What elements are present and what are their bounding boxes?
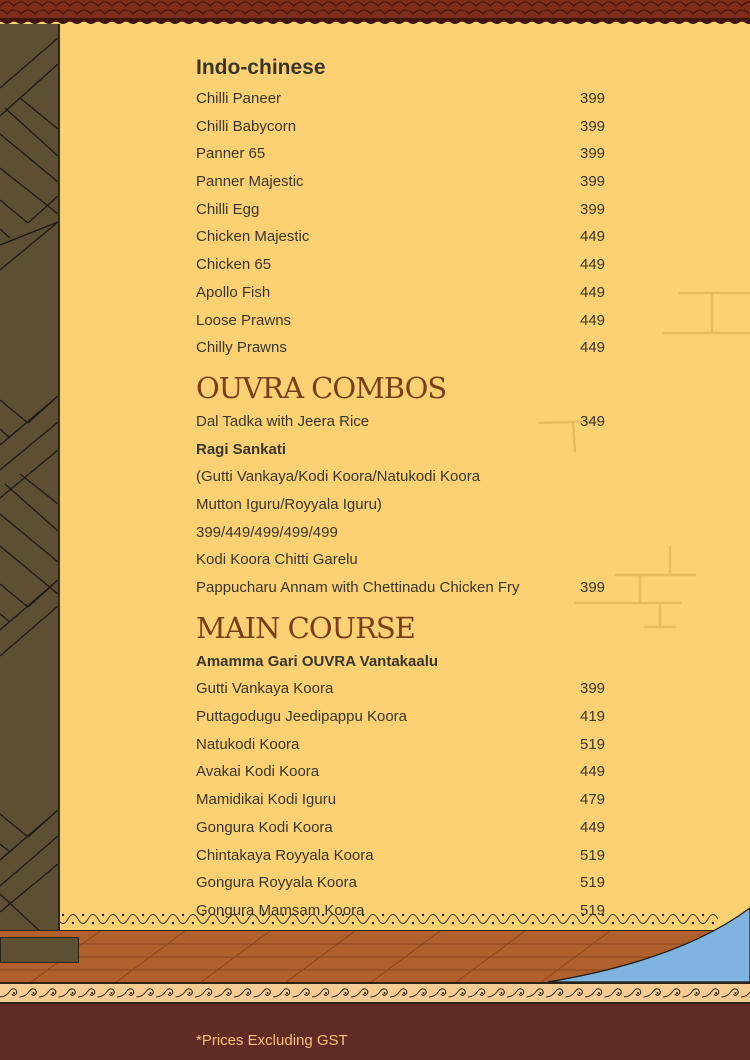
menu-item	[196, 842, 616, 870]
item-name: Panner Majestic	[196, 173, 304, 191]
item-price: 479	[580, 791, 606, 809]
item-name: Gongura Royyala Koora	[196, 874, 357, 892]
menu-item	[196, 519, 616, 547]
roof-tiles	[0, 0, 750, 28]
item-price: 399	[580, 680, 606, 698]
menu-item	[196, 758, 616, 786]
item-price: 449	[580, 256, 606, 274]
item-name: Gongura Mamsam Koora	[196, 901, 365, 919]
menu-content	[196, 54, 616, 925]
item-name: Chilly Prawns	[196, 339, 287, 357]
item-price: 519	[580, 735, 606, 753]
pillar-pattern	[0, 24, 58, 939]
menu-item	[196, 814, 616, 842]
menu-item	[196, 196, 616, 224]
item-name: Gutti Vankaya Koora	[196, 680, 334, 698]
menu-item	[196, 251, 616, 279]
item-price: 399	[580, 173, 606, 191]
menu-item	[196, 223, 616, 251]
menu-item	[196, 703, 616, 731]
menu-item	[196, 648, 616, 676]
menu-item	[196, 546, 616, 574]
menu-item	[196, 491, 616, 519]
item-name: Chilli Egg	[196, 200, 260, 218]
item-name: Panner 65	[196, 145, 266, 163]
footer	[0, 1004, 750, 1060]
item-name: Chilli Babycorn	[196, 117, 297, 135]
menu-item	[196, 140, 616, 168]
menu-item	[196, 786, 616, 814]
item-name: 399/449/499/499/499	[196, 523, 338, 541]
item-price: 399	[580, 579, 606, 596]
item-name: Pappucharu Annam with Chettinadu Chicken Fry	[196, 579, 520, 596]
item-name: Chicken Majestic	[196, 228, 310, 246]
item-name: Mamidikai Kodi Iguru	[196, 791, 337, 809]
menu-item	[196, 675, 616, 703]
item-price	[580, 491, 616, 519]
item-name: Chilli Paneer	[196, 90, 282, 107]
item-price: 399	[580, 145, 606, 163]
menu-item	[196, 307, 616, 335]
item-name: Mutton Iguru/Royyala Iguru)	[196, 495, 382, 513]
item-price: 449	[580, 763, 606, 781]
menu-item	[196, 463, 616, 491]
item-price: 449	[580, 228, 606, 246]
menu-item	[196, 85, 616, 113]
section-title: MAIN COURSE	[196, 610, 415, 645]
section-ouvra-combos	[196, 368, 616, 602]
item-price: 519	[580, 901, 606, 919]
menu-item	[196, 279, 616, 307]
item-name: Chintakaya Royyala Koora	[196, 846, 374, 864]
item-name: Kodi Koora Chitti Garelu	[196, 551, 358, 569]
pillar-base	[0, 937, 79, 963]
item-name: Amamma Gari OUVRA Vantakaalu	[196, 652, 439, 670]
item-name: (Gutti Vankaya/Kodi Koora/Natukodi Koora	[196, 468, 481, 486]
section-main-course	[196, 608, 616, 925]
item-price	[580, 648, 616, 676]
item-price: 519	[580, 874, 606, 892]
menu-item	[196, 897, 616, 925]
menu-item	[196, 408, 616, 436]
menu-item	[196, 436, 616, 464]
item-price: 349	[580, 412, 606, 430]
item-name: Gongura Kodi Koora	[196, 818, 333, 836]
item-price	[580, 436, 616, 464]
section-indo-chinese	[196, 54, 616, 362]
gst-note: *Prices Excluding GST	[196, 1032, 348, 1049]
item-name: Puttagodugu Jeedipappu Koora	[196, 708, 408, 726]
menu-item	[196, 869, 616, 897]
section-title: Indo-chinese	[196, 56, 326, 79]
item-price	[580, 463, 616, 491]
item-price: 419	[580, 708, 606, 726]
item-price: 449	[580, 311, 606, 329]
item-name: Ragi Sankati	[196, 440, 287, 458]
item-name: Avakai Kodi Koora	[196, 763, 320, 781]
menu-item	[196, 334, 616, 362]
item-price	[580, 546, 616, 574]
item-price: 449	[580, 339, 606, 357]
item-price: 399	[580, 117, 606, 135]
menu-item	[196, 113, 616, 141]
left-pillar	[0, 24, 60, 939]
menu-item	[196, 168, 616, 196]
item-name: Loose Prawns	[196, 311, 292, 329]
item-name: Apollo Fish	[196, 283, 271, 301]
section-title: OUVRA COMBOS	[196, 370, 447, 405]
item-price: 519	[580, 846, 606, 864]
item-price: 449	[580, 283, 606, 301]
menu-item	[196, 574, 616, 602]
item-price	[580, 519, 616, 547]
item-price: 449	[580, 818, 606, 836]
menu-item	[196, 731, 616, 759]
item-name: Chicken 65	[196, 256, 272, 274]
item-price: 399	[580, 200, 606, 218]
item-name: Dal Tadka with Jeera Rice	[196, 412, 370, 430]
spiral-border-band	[0, 982, 750, 1004]
item-name: Natukodi Koora	[196, 735, 300, 753]
item-price: 399	[580, 90, 606, 107]
